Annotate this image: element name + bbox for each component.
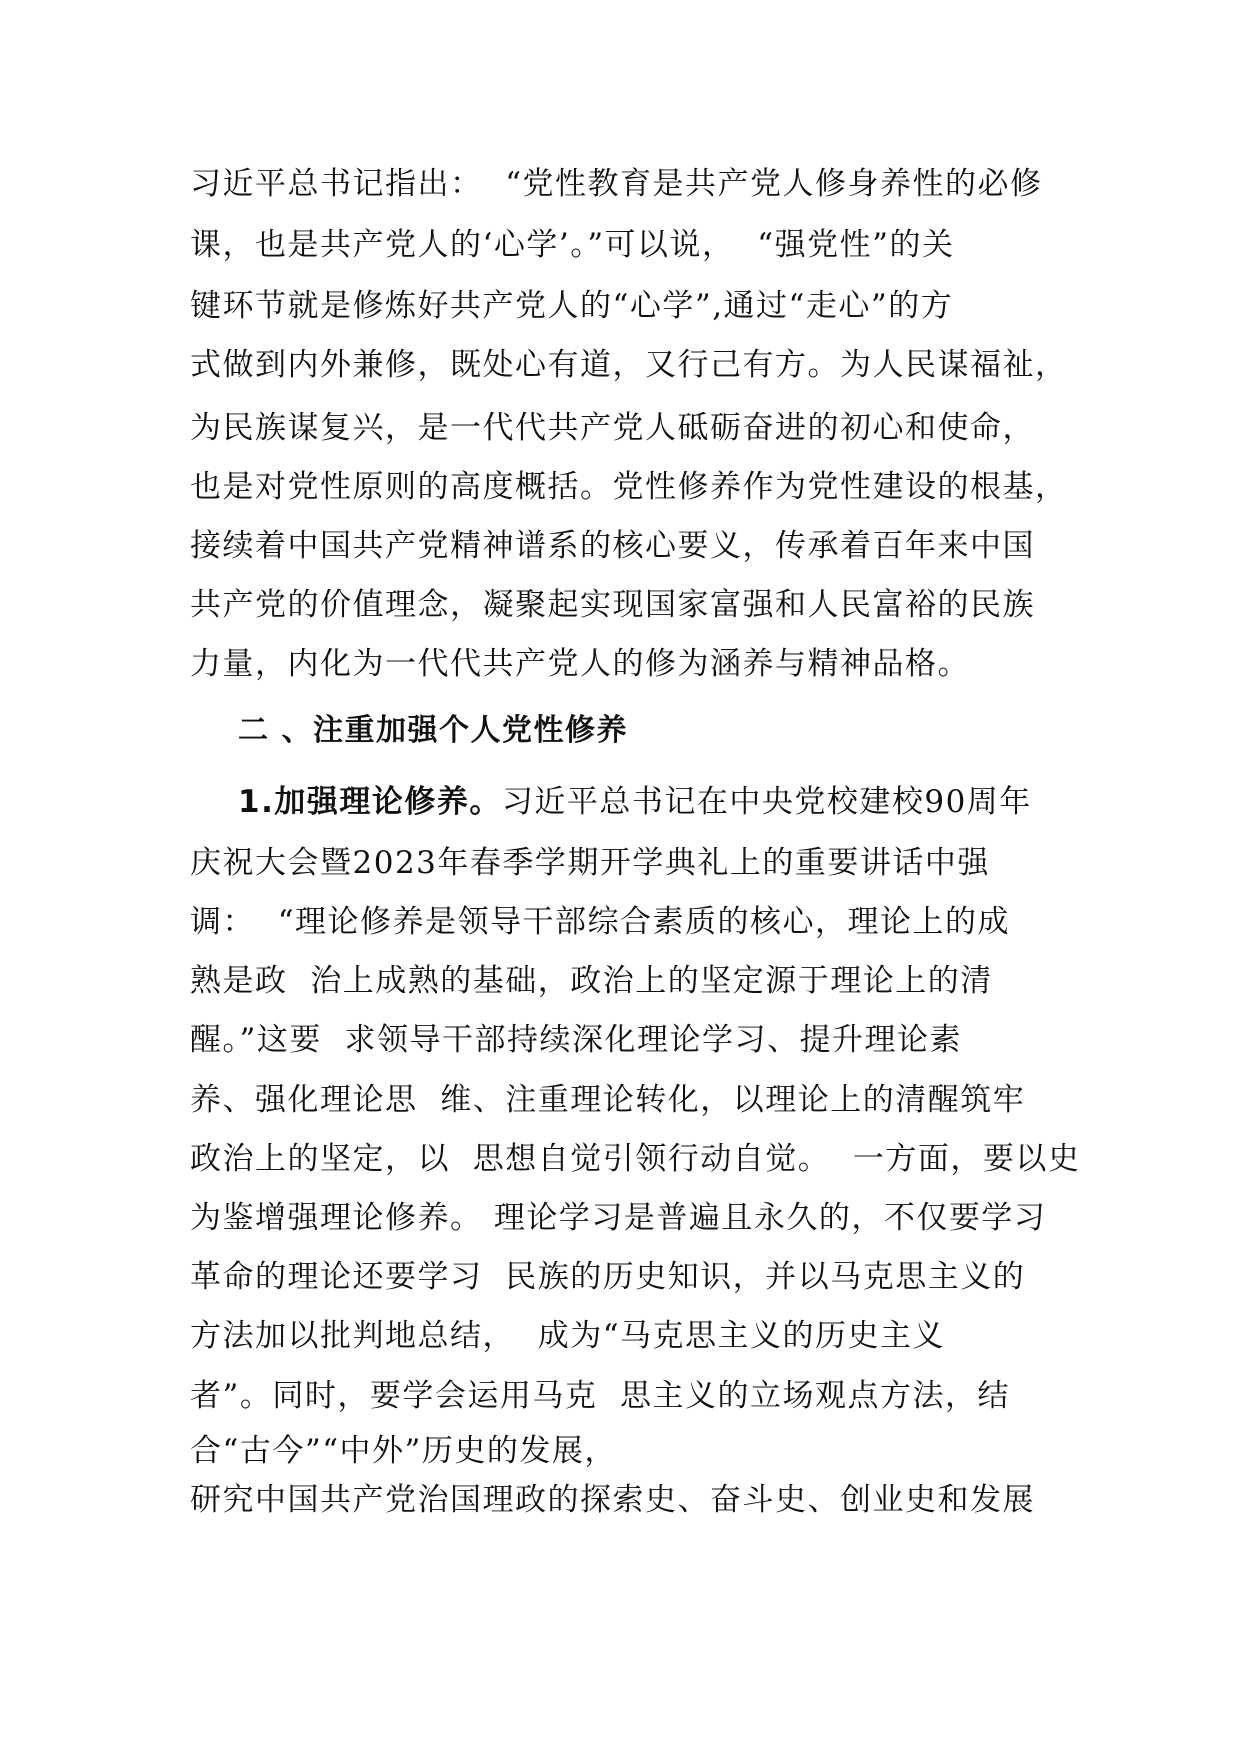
paragraph-line: 键环节就是修炼好共产党人的“心学”,通过“走心”的方 xyxy=(190,288,954,324)
section-heading: 二 、注重加强个人党性修养 xyxy=(238,713,628,748)
paragraph-line: 课，也是共产党人的‘心学’。”可以说， “强党性”的关 xyxy=(190,227,955,263)
paragraph-line: 合“古今”“中外”历史的发展， xyxy=(190,1433,617,1469)
paragraph-line: 养、强化理论思 维、注重理论转化，以理论上的清醒筑牢 xyxy=(190,1082,1026,1118)
paragraph-line: 庆祝大会暨2023年春季学期开学典礼上的重要讲话中强 xyxy=(190,845,990,881)
paragraph-line: 习近平总书记指出： “党性教育是共产党人修身养性的必修 xyxy=(190,166,1043,202)
paragraph-line: 也是对党性原则的高度概括。党性修养作为党性建设的根基， xyxy=(190,469,1068,505)
paragraph-line: 接续着中国共产党精神谱系的核心要义，传承着百年来中国 xyxy=(190,528,1035,564)
paragraph-line: 政治上的坚定，以 思想自觉引领行动自觉。 一方面，要以史 xyxy=(190,1141,1081,1177)
paragraph-line: 革命的理论还要学习 民族的历史知识，并以马克思主义的 xyxy=(190,1259,1026,1295)
paragraph-line: 式做到内外兼修，既处心有道，又行己有方。为人民谋福祉， xyxy=(190,347,1068,383)
paragraph-line: 醒。”这要 求领导干部持续深化理论学习、提升理论素 xyxy=(190,1022,963,1058)
lead-bold-text: 1.加强理论修养。 xyxy=(238,784,502,820)
paragraph-line: 方法加以批判地总结， 成为“马克思主义的历史主义 xyxy=(190,1318,946,1354)
lead-rest-text: 习近平总书记在中央党校建校90周年 xyxy=(501,784,1032,820)
paragraph-first-line xyxy=(238,782,1118,822)
paragraph-line: 熟是政 治上成熟的基础，政治上的坚定源于理论上的清 xyxy=(190,963,993,999)
paragraph-line: 为民族谋复兴，是一代代共产党人砥砺奋进的初心和使命， xyxy=(190,410,1035,446)
paragraph-line: 调： “理论修养是领导干部综合素质的核心，理论上的成 xyxy=(190,904,1011,940)
paragraph-line: 研究中国共产党治国理政的探索史、奋斗史、创业史和发展 xyxy=(190,1482,1035,1518)
paragraph-line: 共产党的价值理念，凝聚起实现国家富强和人民富裕的民族 xyxy=(190,587,1035,623)
paragraph-line: 者”。同时，要学会运用马克 思主义的立场观点方法，结 xyxy=(190,1378,1011,1414)
paragraph-line: 为鉴增强理论修养。 理论学习是普遍且永久的，不仅要学习 xyxy=(190,1200,1047,1236)
paragraph-line: 力量，内化为一代代共产党人的修为涵养与精神品格。 xyxy=(190,646,970,682)
